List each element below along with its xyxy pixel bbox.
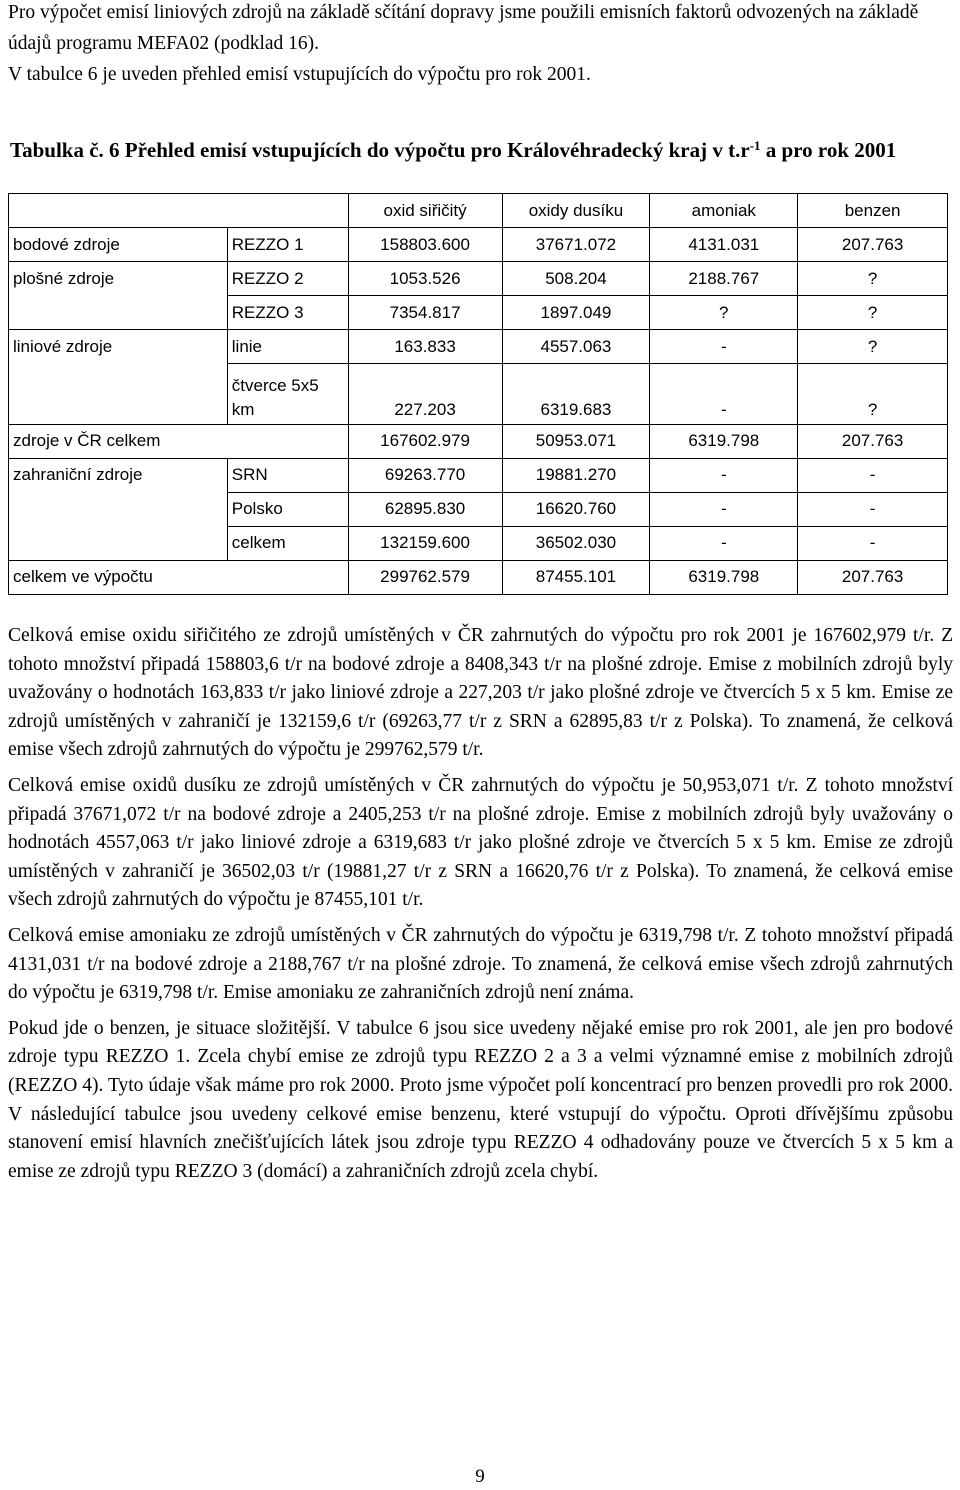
table-caption — [10, 130, 955, 166]
group-label: celkem ve výpočtu — [9, 560, 349, 594]
header-benzene: benzen — [798, 194, 948, 228]
value-cell: 167602.979 — [348, 424, 502, 458]
source-label: linie — [227, 330, 348, 364]
value-cell: 6319.798 — [650, 560, 798, 594]
header-nox: oxidy dusíku — [502, 194, 650, 228]
table-row — [9, 330, 948, 364]
group-empty-cell — [9, 296, 228, 330]
group-empty-cell — [9, 364, 228, 425]
value-cell: 163.833 — [348, 330, 502, 364]
intro-paragraph-2: V tabulce 6 je uveden přehled emisí vstupujících do výpočtu pro rok 2001. — [8, 64, 591, 85]
table-row — [9, 424, 948, 458]
source-label: Polsko — [227, 492, 348, 526]
value-cell: 132159.600 — [348, 526, 502, 560]
caption-text: Tabulka č. 6 Přehled emisí vstupujících do výpočtu pro Královéhradecký kraj v t.r — [10, 138, 750, 162]
source-label: REZZO 3 — [227, 296, 348, 330]
value-cell: 1897.049 — [502, 296, 650, 330]
value-cell: 7354.817 — [348, 296, 502, 330]
body-text — [8, 622, 953, 1193]
value-cell: - — [650, 458, 798, 492]
group-empty-cell — [9, 492, 228, 526]
paragraph-so2: Celková emise oxidu siřičitého ze zdrojů umístěných v ČR zahrnutých do výpočtu pro rok 2001 je 167602,979 t/r. Z tohoto množství připadá 158803,6 t/r na bodové zdroje a 8408,343 t/r na plošné zdroje. Emise z mobilních zdrojů byly uvažovány o hodnotách 163,833 t/r jako liniové zdroje a 227,203 t/r jako plošné zdroje ve čtvercích 5 x 5 km. Emise ze zdrojů umístěných v zahraničí je 132159,6 t/r (69263,77 t/r z SRN a 62895,83 t/r z Polska). To znamená, že celková emise všech zdrojů zahrnutých do výpočtu je 299762,579 t/r. — [8, 625, 953, 761]
value-cell: 299762.579 — [348, 560, 502, 594]
value-cell: 69263.770 — [348, 458, 502, 492]
header-nh3: amoniak — [650, 194, 798, 228]
value-cell: 1053.526 — [348, 262, 502, 296]
value-cell: ? — [798, 330, 948, 364]
group-label: zdroje v ČR celkem — [9, 424, 349, 458]
value-cell: ? — [650, 296, 798, 330]
caption-text-tail: a pro rok 2001 — [760, 138, 897, 162]
emissions-table — [8, 193, 948, 595]
table-row — [9, 560, 948, 594]
table-row — [9, 458, 948, 492]
value-cell: 36502.030 — [502, 526, 650, 560]
source-label: čtverce 5x5 km — [227, 364, 348, 425]
source-label: celkem — [227, 526, 348, 560]
value-cell: 2188.767 — [650, 262, 798, 296]
table-row — [9, 526, 948, 560]
value-cell: ? — [798, 364, 948, 425]
header-so2: oxid siřičitý — [348, 194, 502, 228]
value-cell: 227.203 — [348, 364, 502, 425]
table-row — [9, 228, 948, 262]
value-cell: ? — [798, 296, 948, 330]
paragraph-nox: Celková emise oxidů dusíku ze zdrojů umístěných v ČR zahrnutých do výpočtu je 50,953,071 t/r. Z tohoto množství připadá 37671,072 t/r na bodové zdroje a 2405,253 t/r na plošné zdroje. Emise z mobilních zdrojů byly uvažovány o hodnotách 4557,063 t/r jako liniové zdroje a 6319,683 t/r jako plošné zdroje ve čtvercích 5 x 5 km. Emise ze zdrojů umístěných v zahraničí je 36502,03 t/r (19881,27 t/r z SRN a 16620,76 t/r z Polska). To znamená, že celková emise všech zdrojů zahrnutých do výpočtu je 87455,101 t/r. — [8, 774, 953, 911]
value-cell: 508.204 — [502, 262, 650, 296]
group-label: bodové zdroje — [9, 228, 228, 262]
value-cell: 62895.830 — [348, 492, 502, 526]
intro-paragraph-1: Pro výpočet emisí liniových zdrojů na základě sčítání dopravy jsme použili emisních faktorů odvozených na základě údajů programu MEFA02 (podklad 16). — [8, 2, 919, 54]
table-row — [9, 262, 948, 296]
value-cell: - — [798, 458, 948, 492]
source-label: SRN — [227, 458, 348, 492]
group-empty-cell — [9, 526, 228, 560]
value-cell: - — [650, 492, 798, 526]
intro-text — [8, 0, 953, 90]
source-label: REZZO 1 — [227, 228, 348, 262]
caption-superscript: -1 — [749, 138, 761, 153]
value-cell: - — [798, 492, 948, 526]
source-label: REZZO 2 — [227, 262, 348, 296]
header-empty-cell — [9, 194, 349, 228]
page-number: 9 — [475, 1466, 485, 1487]
value-cell: - — [650, 526, 798, 560]
value-cell: 4557.063 — [502, 330, 650, 364]
group-label: liniové zdroje — [9, 330, 228, 364]
paragraph-benzene: Pokud jde o benzen, je situace složitější. V tabulce 6 jsou sice uvedeny nějaké emise pro rok 2001, ale jen pro bodové zdroje typu REZZO 1. Zcela chybí emise ze zdrojů typu REZZO 2 a 3 a velmi významné emise z mobilních zdrojů (REZZO 4). Tyto údaje však máme pro rok 2000. Proto jsme výpočet polí koncentrací pro benzen provedli pro rok 2000. V následující tabulce jsou uvedeny celkové emise benzenu, které vstupují do výpočtu. Oproti dřívějšímu způsobu stanovení emisí hlavních znečišťujících látek jsou zdroje typu REZZO 4 odhadovány pouze ve čtvercích 5 x 5 km a emise ze zdrojů typu REZZO 3 (domácí) a zahraničních zdrojů zcela chybí. — [8, 1017, 953, 1182]
group-label: plošné zdroje — [9, 262, 228, 296]
value-cell: - — [650, 330, 798, 364]
table-row — [9, 492, 948, 526]
value-cell: 37671.072 — [502, 228, 650, 262]
value-cell: 16620.760 — [502, 492, 650, 526]
table-header-row — [9, 194, 948, 228]
value-cell: 50953.071 — [502, 424, 650, 458]
value-cell: - — [650, 364, 798, 425]
table-row — [9, 296, 948, 330]
value-cell: 158803.600 — [348, 228, 502, 262]
value-cell: 19881.270 — [502, 458, 650, 492]
value-cell: 6319.683 — [502, 364, 650, 425]
value-cell: 207.763 — [798, 560, 948, 594]
value-cell: ? — [798, 262, 948, 296]
value-cell: 87455.101 — [502, 560, 650, 594]
table-row — [9, 364, 948, 425]
value-cell: 4131.031 — [650, 228, 798, 262]
value-cell: 207.763 — [798, 228, 948, 262]
value-cell: 207.763 — [798, 424, 948, 458]
paragraph-nh3: Celková emise amoniaku ze zdrojů umístěných v ČR zahrnutých do výpočtu je 6319,798 t/r. Z tohoto množství připadá 4131,031 t/r na bodové zdroje a 2188,767 t/r na plošné zdroje. To znamená, že celková emise všech zdrojů zahrnutých do výpočtu je 6319,798 t/r. Emise amoniaku ze zahraničních zdrojů není známa. — [8, 924, 953, 1004]
group-label: zahraniční zdroje — [9, 458, 228, 492]
value-cell: - — [798, 526, 948, 560]
value-cell: 6319.798 — [650, 424, 798, 458]
